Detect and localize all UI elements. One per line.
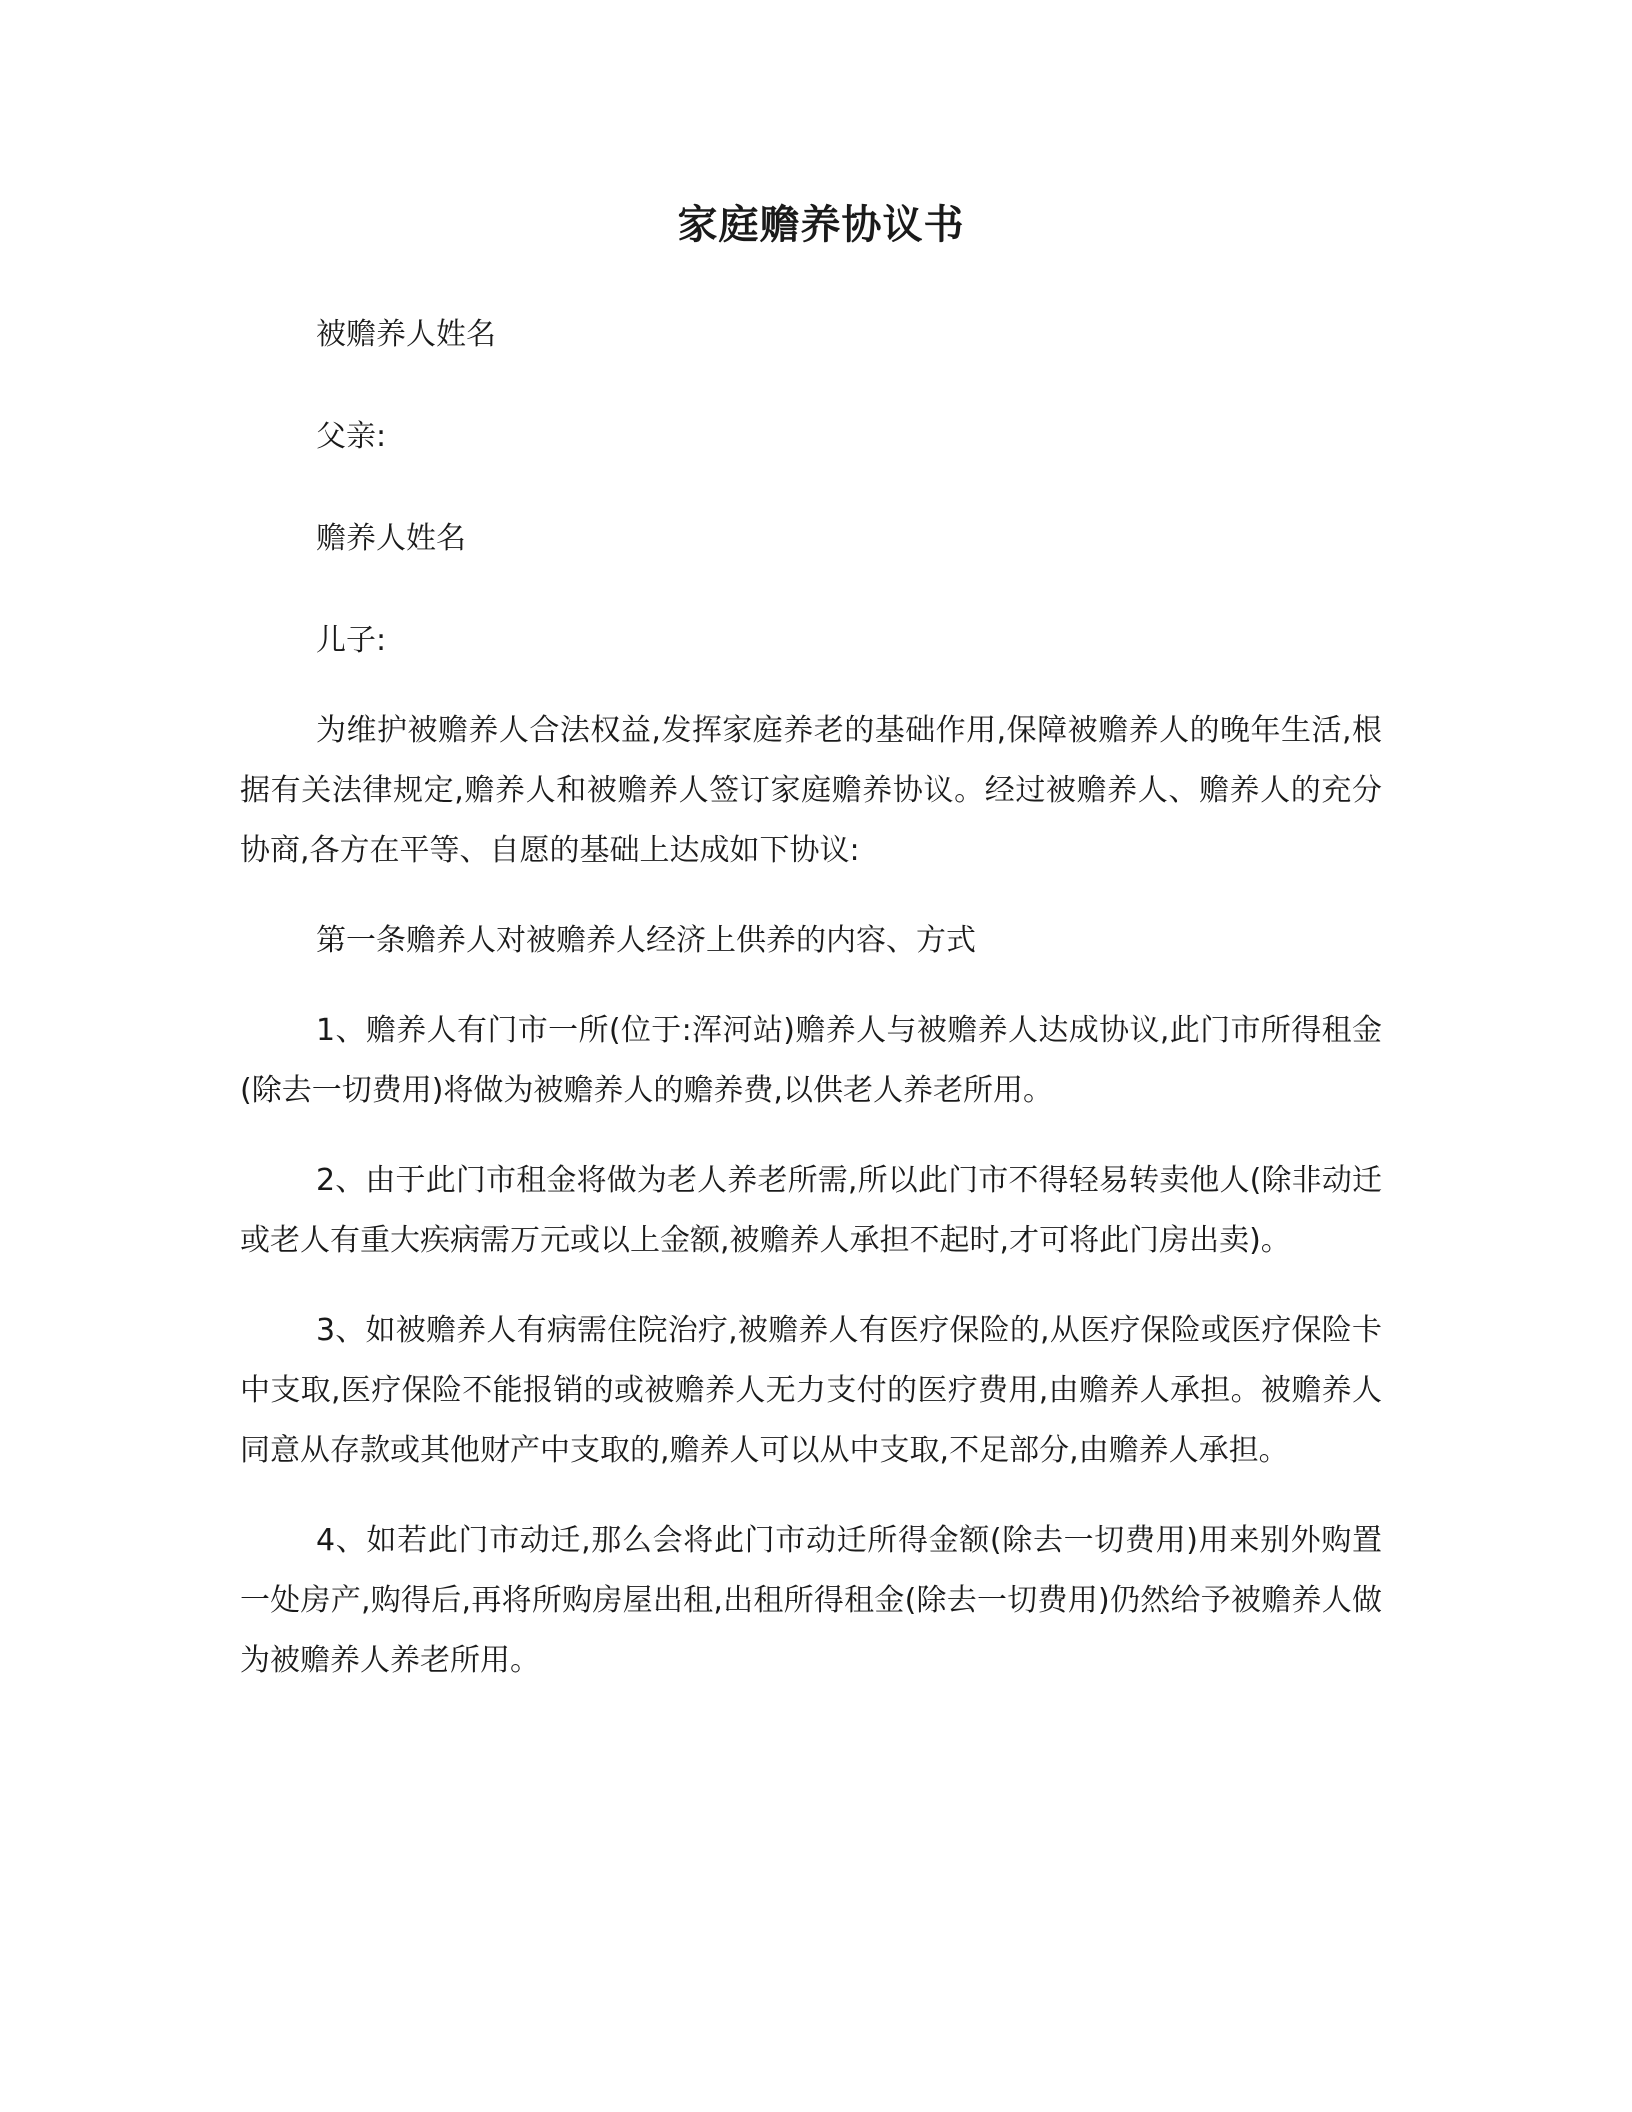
supporter-name-label: 赡养人姓名 [316,521,466,556]
clause-3: 3、如被赡养人有病需住院治疗,被赡养人有医疗保险的,从医疗保险或医疗保险卡中支取,医疗保险不能报销的或被赡养人无力支付的医疗费用,由赡养人承担。被赡养人同意从存款或其他财产中支取的,赡养人可以从中支取,不足部分,由赡养人承担。 [240,1313,1382,1468]
father-label: 父亲: [316,419,387,454]
dependent-name-label: 被赡养人姓名 [316,317,496,352]
clause-2: 2、由于此门市租金将做为老人养老所需,所以此门市不得轻易转卖他人(除非动迁或老人有重大疾病需万元或以上金额,被赡养人承担不起时,才可将此门房出卖)。 [240,1163,1382,1258]
clause-1: 1、赡养人有门市一所(位于:浑河站)赡养人与被赡养人达成协议,此门市所得租金(除去一切费用)将做为被赡养人的赡养费,以供老人养老所用。 [240,1013,1382,1108]
article-1-heading: 第一条赡养人对被赡养人经济上供养的内容、方式 [316,923,976,958]
clause-4: 4、如若此门市动迁,那么会将此门市动迁所得金额(除去一切费用)用来别外购置一处房产,购得后,再将所购房屋出租,出租所得租金(除去一切费用)仍然给予被赡养人做为被赡养人养老所用。 [240,1523,1382,1678]
son-label: 儿子: [316,623,387,658]
document-title: 家庭赡养协议书 [677,202,965,248]
preamble-paragraph: 为维护被赡养人合法权益,发挥家庭养老的基础作用,保障被赡养人的晚年生活,根据有关法律规定,赡养人和被赡养人签订家庭赡养协议。经过被赡养人、赡养人的充分协商,各方在平等、自愿的基础上达成如下协议: [240,713,1382,868]
